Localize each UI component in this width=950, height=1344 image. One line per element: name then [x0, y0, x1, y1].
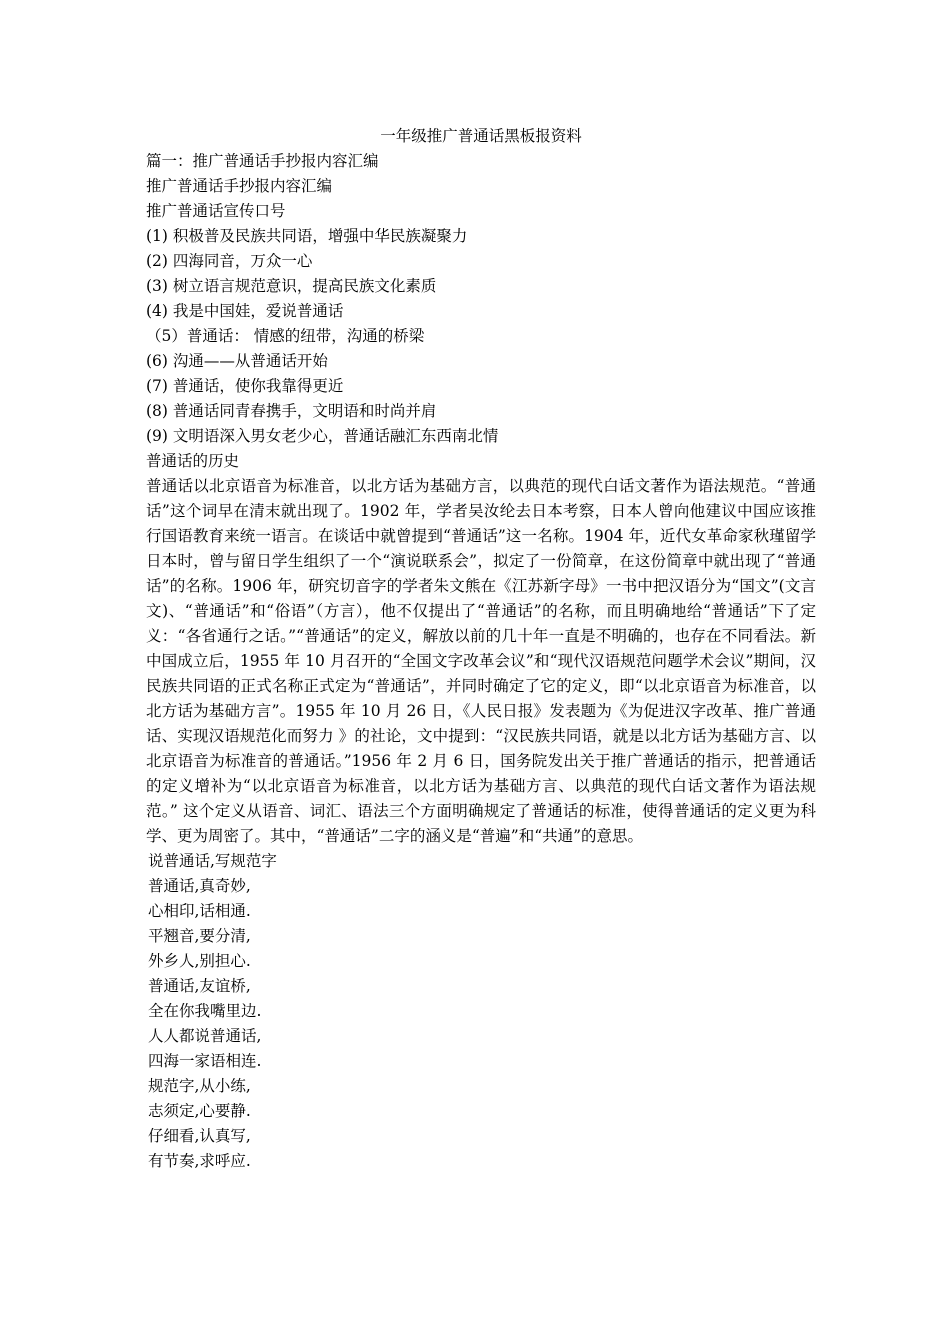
- document-title: 一年级推广普通话黑板报资料: [380, 127, 582, 145]
- slogan-item: (6) 沟通——从普通话开始: [146, 352, 328, 370]
- slogans-heading: 推广普通话宣传口号: [146, 202, 286, 220]
- slogan-list: [146, 224, 816, 449]
- document-page: [146, 124, 816, 1174]
- poem: [146, 849, 816, 1174]
- poem-line: 平翘音,要分清,: [148, 927, 251, 945]
- slogan-item: (2) 四海同音，万众一心: [146, 252, 313, 270]
- slogan-item: (3) 树立语言规范意识，提高民族文化素质: [146, 277, 437, 295]
- history-paragraph: 普通话以北京语音为标准音，以北方话为基础方言，以典范的现代白话文著作为语法规范。“普通话”这个词早在清末就出现了。1902 年，学者吴汝纶去日本考察，日本人曾向他建议中国应该推行国语教育来统一语言。在谈话中就曾提到“普通话”这一名称。1904 年，近代女革命家秋瑾留学日本时，曾与留日学生组织了一个“演说联系会”，拟定了一份简章，在这份简章中就出现了“普通话”的名称。1906 年，研究切音字的学者朱文熊在《江苏新字母》一书中把汉语分为“国文”(文言文)、“普通话”和“俗语”（方言），他不仅提出了“普通话”的名称，而且明确地给“普通话”下了定义：“各省通行之话。”“普通话”的定义，解放以前的几十年一直是不明确的，也存在不同看法。新中国成立后，1955 年 10 月召开的“全国文字改革会议”和“现代汉语规范问题学术会议”期间，汉民族共同语的正式名称正式定为“普通话”，并同时确定了它的定义，即“以北京语音为标准音，以北方话为基础方言”。1955 年 10 月 26 日，《人民日报》发表题为《为促进汉字改革、推广普通话、实现汉语规范化而努力 》的社论，文中提到：“汉民族共同语，就是以北方话为基础方言、以北京语音为标准音的普通话。”1956 年 2 月 6 日，国务院发出关于推广普通话的指示，把普通话的定义增补为“以北京语音为标准音，以北方话为基础方言、以典范的现代白话文著作为语法规范。” 这个定义从语音、词汇、语法三个方面明确规定了普通话的标准，使得普通话的定义更为科学、更为周密了。其中，“普通话”二字的涵义是“普遍”和“共通”的意思。: [146, 477, 816, 845]
- poem-line: 普通话,真奇妙,: [148, 877, 251, 895]
- poem-line: 普通话,友谊桥,: [148, 977, 251, 995]
- slogan-item: (9) 文明语深入男女老少心，普通话融汇东西南北情: [146, 427, 499, 445]
- slogan-item: (8) 普通话同青春携手，文明语和时尚并肩: [146, 402, 437, 420]
- slogan-item: （5）普通话： 情感的纽带，沟通的桥梁: [146, 327, 425, 345]
- poem-line: 规范字,从小练,: [148, 1077, 251, 1095]
- poem-title: 说普通话,写规范字: [148, 852, 277, 870]
- poem-line: 全在你我嘴里边.: [148, 1002, 262, 1020]
- poem-line: 有节奏,求呼应.: [148, 1152, 251, 1170]
- poem-line: 仔细看,认真写,: [148, 1127, 251, 1145]
- history-heading: 普通话的历史: [146, 452, 240, 470]
- slogan-item: (4) 我是中国娃，爱说普通话: [146, 302, 344, 320]
- poem-line: 人人都说普通话,: [148, 1027, 262, 1045]
- subtitle: 推广普通话手抄报内容汇编: [146, 177, 333, 195]
- poem-line: 外乡人,别担心.: [148, 952, 251, 970]
- poem-line: 志须定,心要静.: [148, 1102, 251, 1120]
- poem-line: 四海一家语相连.: [148, 1052, 262, 1070]
- poem-line: 心相印,话相通.: [148, 902, 251, 920]
- section-heading: 篇一：推广普通话手抄报内容汇编: [146, 152, 379, 170]
- slogan-item: (1) 积极普及民族共同语，增强中华民族凝聚力: [146, 227, 468, 245]
- slogan-item: (7) 普通话，使你我靠得更近: [146, 377, 344, 395]
